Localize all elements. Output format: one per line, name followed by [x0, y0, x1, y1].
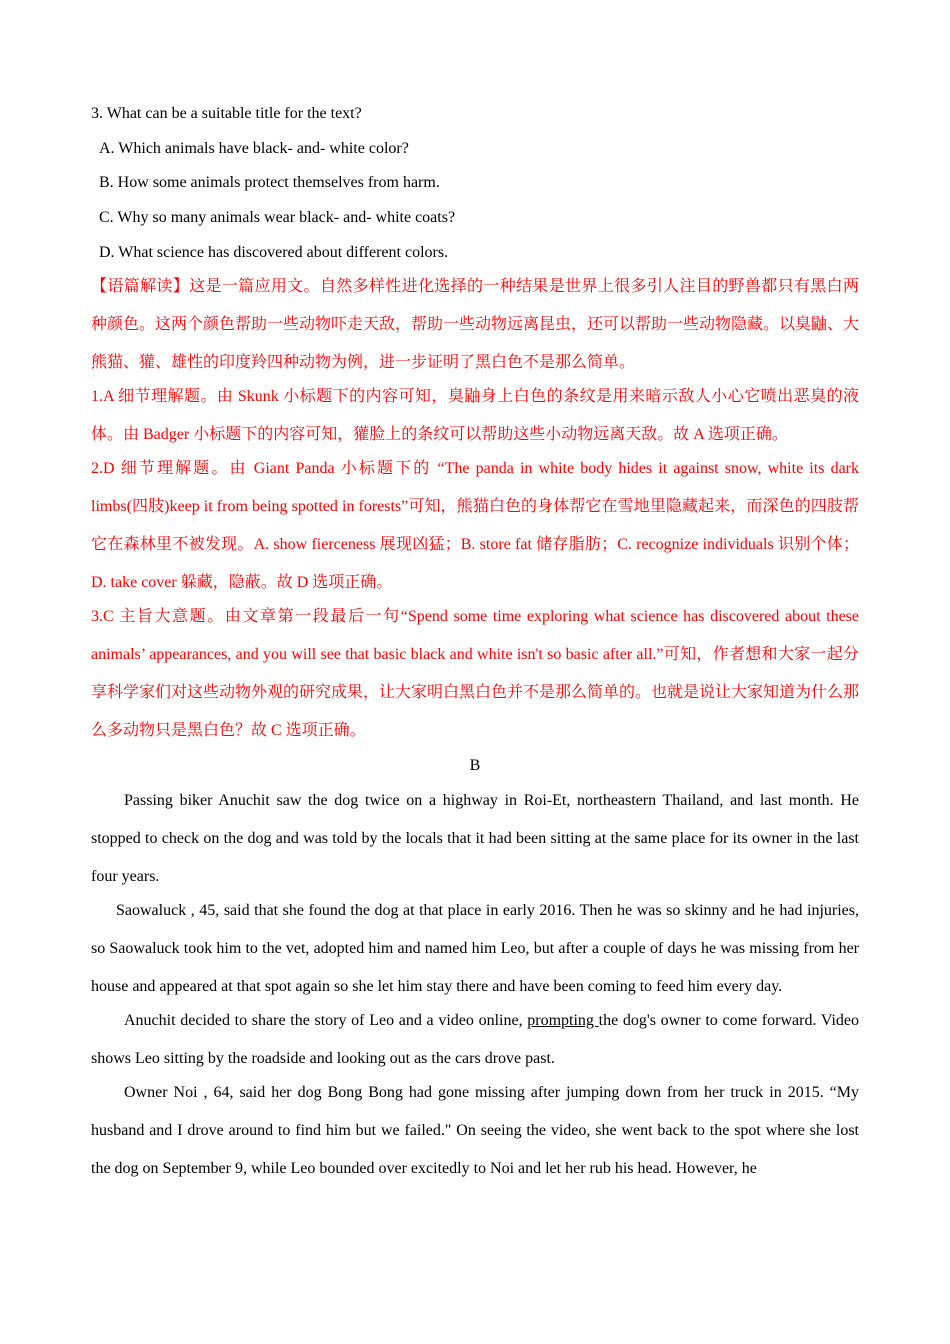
- paragraph-3-end: the dog's owner to come forward. Video shows Leo sitting by the roadside and looking out as the cars drove past.: [91, 1012, 859, 1067]
- option-d: D. What science has discovered about different colors.: [99, 244, 449, 261]
- underlined-word-prompting: prompting: [527, 1012, 599, 1029]
- answer-1-explanation: 1.A 细节理解题。由 Skunk 小标题下的内容可知，臭鼬身上白色的条纹是用来暗示敌人小心它喷出恶臭的液体。由 Badger 小标题下的内容可知，獾脸上的条纹可以帮助这些小动物远离天敌。故 A 选项正确。: [91, 388, 859, 443]
- paragraph-3-start: Anuchit decided to share the story of Leo and a video online,: [124, 1012, 528, 1029]
- answer-3-explanation: 3.C 主旨大意题。由文章第一段最后一句“Spend some time exploring what science has discovered about these animals’ appearances, and you will see that basic black and white isn't so basic after all.”可知，作者想和大家一起分享科学家们对这些动物外观的研究成果，让大家明白黑白色并不是那么简单的。也就是说让大家知道为什么那么多动物只是黑白色？故 C 选项正确。: [91, 608, 860, 739]
- reading-label: 【语篇解读】: [91, 278, 190, 295]
- reading-summary: [91, 268, 859, 382]
- option-c: C. Why so many animals wear black- and- white coats?: [99, 209, 456, 226]
- option-b: B. How some animals protect themselves from harm.: [99, 174, 440, 191]
- question-stem: 3. What can be a suitable title for the text?: [91, 105, 362, 122]
- answer-analysis: [91, 268, 859, 750]
- passage-paragraph-4: Owner Noi , 64, said her dog Bong Bong had gone missing after jumping down from her truck in 2015. “My husband and I drove around to find him but we failed." On seeing the video, she went back to the spot where she lost the dog on September 9, while Leo bounded over excitedly to Noi and let her rub his head. However, he: [91, 1084, 859, 1177]
- reading-passage: [91, 782, 859, 1188]
- passage-paragraph-1: Passing biker Anuchit saw the dog twice on a highway in Roi-Et, northeastern Thailand, and last month. He stopped to check on the dog and was told by the locals that it had been sitting at the same place for its owner in the last four years.: [91, 792, 859, 885]
- passage-paragraph-3: [91, 1002, 859, 1078]
- reading-text: 这是一篇应用文。自然多样性进化选择的一种结果是世界上很多引人注目的野兽都只有黑白两种颜色。这两个颜色帮助一些动物吓走天敌，帮助一些动物远离昆虫，还可以帮助一些动物隐藏。以臭鼬、大熊猫、獾、雄性的印度羚四种动物为例，进一步证明了黑白色不是那么简单。: [91, 278, 860, 371]
- answer-2-explanation: 2.D 细节理解题。由 Giant Panda 小标题下的 “The panda in white body hides it against snow, white its dark limbs(四肢)keep it from being spotted in forests”可知，熊猫白色的身体帮它在雪地里隐藏起来，而深色的四肢帮它在森林里不被发现。A. show fierceness 展现凶猛；B. store fat 储存脂肪；C. recognize individuals 识别个体；D. take cover 躲藏，隐蔽。故 D 选项正确。: [91, 460, 859, 591]
- option-a: A. Which animals have black- and- white color?: [99, 140, 409, 157]
- section-heading: B: [469, 757, 481, 774]
- passage-paragraph-2: Saowaluck , 45, said that she found the dog at that place in early 2016. Then he was so skinny and he had injuries, so Saowaluck took him to the vet, adopted him and named him Leo, but after a couple of days he was missing from her house and appeared at that spot again so she let him stay there and have been coming to feed him every day.: [91, 902, 859, 995]
